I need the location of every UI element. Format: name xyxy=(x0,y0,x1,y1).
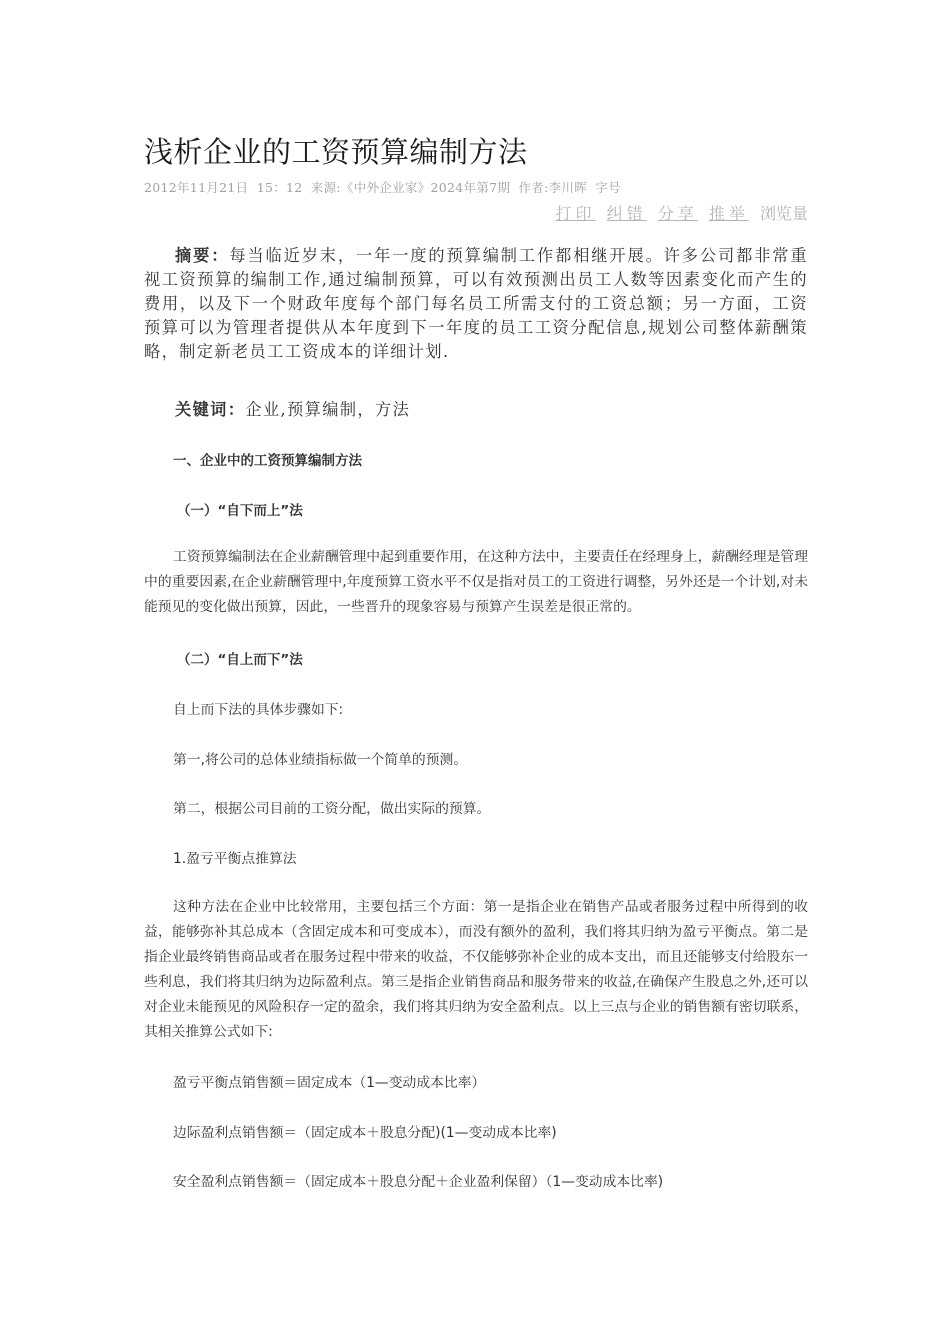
meta-author: 作者:李川晖 xyxy=(518,180,587,195)
article-title: 浅析企业的工资预算编制方法 xyxy=(144,135,528,169)
keywords xyxy=(144,396,410,420)
paragraph-breakeven-method: 这种方法在企业中比较常用，主要包括三个方面：第一是指企业在销售产品或者服务过程中所得到的收益，能够弥补其总成本（含固定成本和可变成本），而没有额外的盈利，我们将其归纳为盈亏平衡点。第二是指企业最终销售商品或者在服务过程中带来的收益，不仅能够弥补企业的成本支出，而且还能够支付给股东一些利息，我们将其归纳为边际盈利点。第三是指企业销售商品和服务带来的收益,在确保产生股息之外,还可以对企业未能预见的风险积存一定的盈余，我们将其归纳为安全盈利点。以上三点与企业的销售额有密切联系，其相关推算公式如下: xyxy=(144,899,808,1040)
meta-source: 来源:《中外企业家》2024年第7期 xyxy=(310,180,511,195)
print-link[interactable]: 打印 xyxy=(555,204,596,223)
meta-time: 15：12 xyxy=(256,180,303,195)
formula-safety-profit: 安全盈利点销售额＝（固定成本＋股息分配＋企业盈利保留）（1—变动成本比率) xyxy=(173,1174,664,1190)
keywords-text: 企业,预算编制，方法 xyxy=(245,400,411,419)
subsection-heading-bottom-up: （一）“自下而上”法 xyxy=(177,503,303,519)
paragraph-top-down-intro: 自上而下法的具体步骤如下: xyxy=(173,702,344,718)
article-toolbar xyxy=(550,201,808,224)
abstract xyxy=(144,244,808,364)
keywords-label: 关键词： xyxy=(175,400,246,419)
correct-link[interactable]: 纠错 xyxy=(606,204,647,223)
views-count: 浏览量 xyxy=(759,204,808,223)
subsection-heading-top-down: （二）“自上而下”法 xyxy=(177,652,303,668)
share-link[interactable]: 分享 xyxy=(657,204,698,223)
article-meta xyxy=(144,178,625,196)
paragraph-bottom-up: 工资预算编制法在企业薪酬管理中起到重要作用，在这种方法中，主要责任在经理身上，薪酬经理是管理中的重要因素,在企业薪酬管理中,年度预算工资水平不仅是指对员工的工资进行调整，另外还是一个计划,对未能预见的变化做出预算，因此，一些晋升的现象容易与预算产生误差是很正常的。 xyxy=(144,549,808,615)
step-two: 第二，根据公司目前的工资分配，做出实际的预算。 xyxy=(173,801,491,817)
section-heading: 一、企业中的工资预算编制方法 xyxy=(173,453,362,469)
recommend-link[interactable]: 推举 xyxy=(708,204,749,223)
formula-breakeven: 盈亏平衡点销售额＝固定成本（1—变动成本比率） xyxy=(173,1075,486,1091)
font-size-control[interactable]: 字号 xyxy=(595,180,621,195)
abstract-text: 每当临近岁末，一年一度的预算编制工作都相继开展。许多公司都非常重视工资预算的编制工作,通过编制预算，可以有效预测出员工人数等因素变化而产生的费用，以及下一个财政年度每个部门每名员工所需支付的工资总额；另一方面，工资预算可以为管理者提供从本年度到下一年度的员工工资分配信息,规划公司整体薪酬策略，制定新老员工工资成本的详细计划. xyxy=(144,246,808,361)
meta-date: 2012年11月21日 xyxy=(144,180,249,195)
step-one: 第一,将公司的总体业绩指标做一个简单的预测。 xyxy=(173,752,468,768)
method-heading-breakeven: 1.盈亏平衡点推算法 xyxy=(173,851,297,867)
abstract-label: 摘要： xyxy=(175,246,230,265)
formula-marginal-profit: 边际盈利点销售额＝（固定成本＋股息分配)(1—变动成本比率) xyxy=(173,1125,557,1141)
